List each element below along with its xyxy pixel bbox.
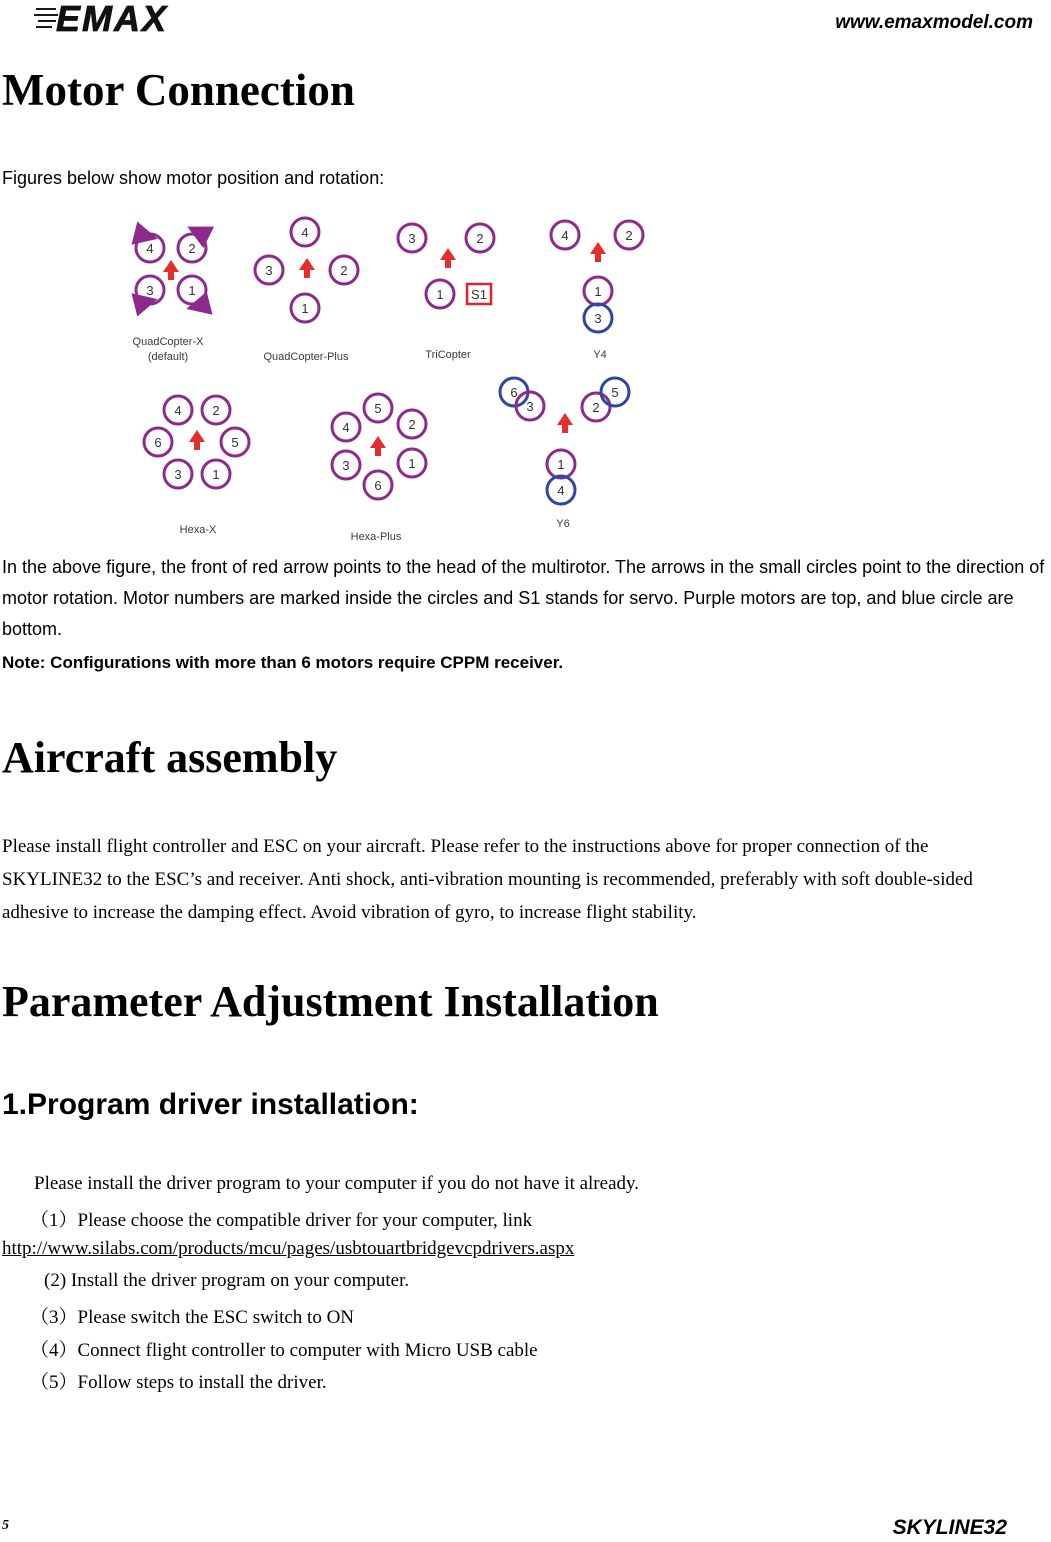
svg-text:4: 4 (301, 225, 309, 240)
parameter-adjustment-title: Parameter Adjustment Installation (2, 977, 659, 1026)
motor-2 (202, 396, 230, 424)
front-arrow-icon (590, 242, 606, 262)
config-y6 (500, 378, 629, 530)
svg-text:3: 3 (408, 231, 416, 246)
motor-4 (547, 476, 575, 504)
motor-2 (582, 393, 610, 421)
config-sublabel: (default) (147, 351, 189, 363)
config-label: QuadCopter-X (132, 336, 204, 348)
motor-1 (426, 280, 454, 308)
svg-text:2: 2 (592, 400, 600, 415)
silabs-driver-link[interactable]: http://www.silabs.com/products/mcu/pages/usbtouartbridgevcpdrivers.aspx (2, 1238, 575, 1259)
svg-text:1: 1 (557, 457, 565, 472)
svg-text:2: 2 (212, 403, 220, 418)
program-driver-subtitle: 1.Program driver installation: (2, 1088, 419, 1121)
footer-model-name: SKYLINE32 (892, 1516, 1007, 1539)
svg-text:6: 6 (154, 435, 162, 450)
svg-text:4: 4 (342, 420, 350, 435)
svg-text:6: 6 (374, 478, 382, 493)
svg-text:3: 3 (146, 283, 154, 298)
driver-intro: Please install the driver program to your computer if you do not have it already. (34, 1173, 640, 1194)
front-arrow-icon (370, 436, 386, 456)
motor-4 (136, 234, 164, 262)
config-y4 (551, 221, 643, 361)
svg-text:4: 4 (146, 241, 154, 256)
motor-3 (584, 304, 612, 332)
page-number: 5 (2, 1518, 9, 1533)
front-arrow-icon (189, 430, 205, 450)
svg-text:2: 2 (340, 263, 348, 278)
svg-text:2: 2 (188, 241, 196, 256)
svg-text:2: 2 (625, 228, 633, 243)
motor-3 (332, 451, 360, 479)
svg-text:5: 5 (611, 385, 619, 400)
motor-4 (164, 396, 192, 424)
svg-text:4: 4 (174, 403, 182, 418)
config-quadcopter-plus (255, 218, 358, 363)
front-arrow-icon (299, 258, 315, 278)
svg-text:6: 6 (510, 385, 518, 400)
motor-1 (584, 277, 612, 305)
motor-1 (398, 449, 426, 477)
emax-logo (34, 0, 224, 36)
svg-text:1: 1 (212, 467, 220, 482)
config-label: Y6 (556, 518, 570, 530)
motor-3 (136, 276, 164, 304)
motor-configuration-diagram (110, 200, 670, 550)
motor-2 (178, 232, 206, 262)
driver-step-5: （5）Follow steps to install the driver. (30, 1372, 327, 1393)
motor-1 (291, 294, 319, 322)
motor-4 (291, 218, 319, 246)
aircraft-assembly-title: Aircraft assembly (2, 733, 338, 782)
motor-connection-title: Motor Connection (2, 65, 355, 115)
config-label: Hexa-X (179, 524, 217, 536)
motor-2 (398, 410, 426, 438)
config-label: QuadCopter-Plus (263, 351, 349, 363)
website-url[interactable]: www.emaxmodel.com (835, 12, 1033, 33)
motor-3 (255, 256, 283, 284)
config-tricopter (398, 224, 494, 361)
svg-text:2: 2 (408, 417, 416, 432)
motor-6 (144, 428, 172, 456)
motor-2 (466, 224, 494, 252)
motor-3 (398, 224, 426, 252)
config-quadcopter-x (133, 232, 206, 363)
svg-text:3: 3 (342, 458, 350, 473)
svg-text:4: 4 (561, 228, 569, 243)
svg-text:3: 3 (594, 311, 602, 326)
motor-3 (164, 460, 192, 488)
svg-text:1: 1 (408, 456, 416, 471)
logo-speed-lines (34, 8, 58, 28)
svg-text:2: 2 (476, 231, 484, 246)
motor-1 (202, 460, 230, 488)
cppm-note: Note: Configurations with more than 6 motors require CPPM receiver. (2, 653, 564, 672)
svg-text:1: 1 (436, 287, 444, 302)
config-label: Hexa-Plus (350, 531, 402, 543)
front-arrow-icon (440, 248, 456, 268)
motor-intro-text: Figures below show motor position and rotation: (2, 168, 385, 188)
aircraft-assembly-body: Please install flight controller and ESC on your aircraft. Please refer to the instructions above for proper connection of the SKYLINE32 to the ESC’s and receiver. Anti shock, anti-vibration mounting is recommended, preferably with soft double-sided adhesive to increase the damping effect. Avoid vibration of gyro, to increase flight stability. (2, 836, 973, 923)
svg-text:3: 3 (174, 467, 182, 482)
diagram-explanation: In the above figure, the front of red arrow points to the head of the multirotor. The arrows in the small circles point to the direction of motor rotation. Motor numbers are marked inside the circles and S1 stands for servo. Purple motors are top, and blue circle are bottom. (2, 557, 1045, 639)
motor-1 (547, 450, 575, 478)
logo-text: EMAX (56, 0, 169, 36)
motor-1 (178, 276, 206, 306)
svg-text:3: 3 (526, 399, 534, 414)
motor-5 (601, 378, 629, 406)
motor-2 (615, 221, 643, 249)
driver-step-1: （1）Please choose the compatible driver for your computer, link (30, 1210, 533, 1231)
motor-5 (221, 428, 249, 456)
motor-5 (364, 394, 392, 422)
config-hexa-plus (332, 394, 426, 543)
svg-text:3: 3 (265, 263, 273, 278)
driver-step-3: （3）Please switch the ESC switch to ON (30, 1307, 355, 1328)
config-label: Y4 (593, 349, 607, 361)
config-hexa-x (144, 396, 249, 536)
front-arrow-icon (163, 260, 179, 280)
motor-4 (332, 413, 360, 441)
svg-text:4: 4 (557, 483, 565, 498)
svg-text:1: 1 (301, 301, 309, 316)
motor-6 (364, 471, 392, 499)
config-label: TriCopter (425, 349, 471, 361)
motor-2 (330, 256, 358, 284)
motor-4 (551, 221, 579, 249)
svg-text:1: 1 (188, 283, 196, 298)
svg-text:5: 5 (231, 435, 239, 450)
servo-label: S1 (471, 287, 487, 302)
driver-step-2: (2) Install the driver program on your computer. (44, 1270, 410, 1291)
svg-text:1: 1 (594, 284, 602, 299)
front-arrow-icon (557, 413, 573, 433)
svg-text:5: 5 (374, 401, 382, 416)
driver-link[interactable] (2, 1238, 574, 1260)
driver-step-4: （4）Connect flight controller to computer with Micro USB cable (30, 1340, 538, 1361)
